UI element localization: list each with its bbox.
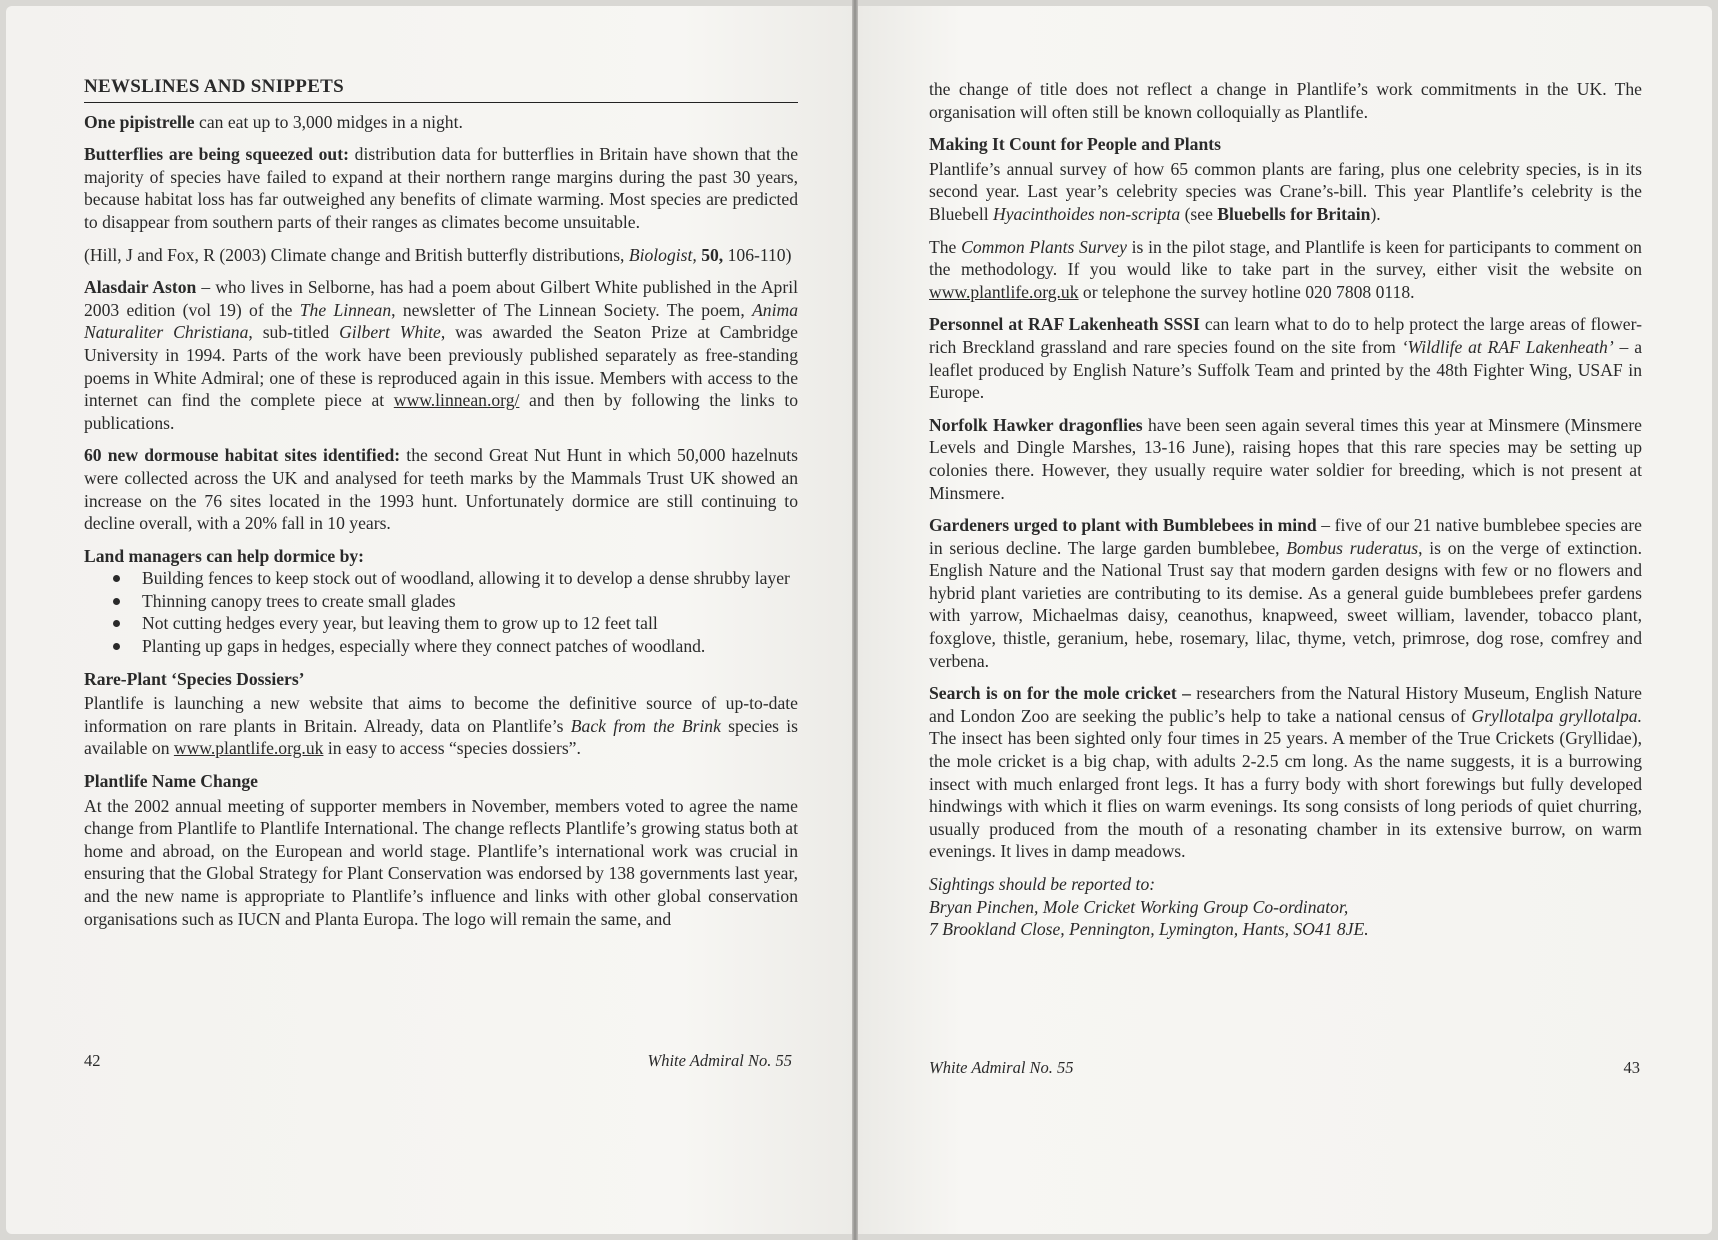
name-change-continuation: the change of title does not reflect a change in Plantlife’s work commitments in the UK. The organisation will often still be known colloquially as Plantlife.	[929, 79, 1642, 122]
linnean-link[interactable]: www.linnean.org/	[393, 390, 520, 411]
page-footer: White Admiral No. 55	[929, 1058, 1074, 1077]
list-item: Building fences to keep stock out of woodland, allowing it to develop a dense shrubby layer	[84, 567, 798, 590]
name-change-body: At the 2002 annual meeting of supporter members in November, members voted to agree the name change from Plantlife to Plantlife International. The change reflects Plantlife’s growing status both at home and abroad, on the European and world stage. Plantlife’s international work was crucial in ensuring that the Global Strategy for Plant Conservation was endorsed by 138 governments last year, and the new name is appropriate to Plantlife’s influence and links with other global conservation organisations such as IUCN and Planta Europa. The logo will remain the same, and	[84, 795, 798, 929]
page-footer: White Admiral No. 55	[647, 1051, 792, 1070]
list-item: Planting up gaps in hedges, especially where they connect patches of woodland.	[84, 635, 798, 658]
left-column	[84, 76, 798, 940]
butterflies-item: Butterflies are being squeezed out: distribution data for butterflies in Britain have shown that the majority of species have failed to expand at their northern range margins during the past 30 years, because habitat loss has far outweighed any benefits of climate warming. Most species are predicted to disappear from southern parts of their ranges as climates become unsuitable.	[84, 144, 799, 232]
section-heading: NEWSLINES AND SNIPPETS	[84, 76, 798, 103]
plantlife-survey-link[interactable]: www.plantlife.org.uk	[929, 281, 1079, 302]
aston-item: Alasdair Aston – who lives in Selborne, has had a poem about Gilbert White published in the April 2003 edition (vol 19) of the The Linnean, newsletter of The Linnean Society. The poem, Anima Naturaliter Christiana, sub-titled Gilbert White, was awarded the Seaton Prize at Cambridge University in 1994. Parts of the work have been previously published separately as free-standing poems in White Admiral; one of these is reproduced again in this issue. Members with access to the internet can find the complete piece at www.linnean.org/ and then by following the links to publications.	[84, 277, 798, 433]
gardeners-item: Gardeners urged to plant with Bumblebees in mind – five of our 21 native bumblebee species are in serious decline. The large garden bumblebee, Bombus ruderatus, is on the verge of extinction. English Nature and the National Trust say that modern garden designs with few or no flowers and hybrid plant varieties are contributing to its demise. As a general guide bumblebees prefer gardens with yarrow, Michaelmas daisy, ceanothus, knapweed, sweet william, lavender, tobacco plant, foxglove, thistle, geranium, hebe, rosemary, lilac, thyme, vetch, primrose, dog rose, comfrey and verbena.	[929, 515, 1642, 671]
survey-body: The Common Plants Survey is in the pilot stage, and Plantlife is keen for participants to comment on the methodology. If you would like to take part in the survey, either visit the website on www.plantlife.org.uk or telephone the survey hotline 020 7808 0118.	[929, 236, 1642, 302]
right-column	[929, 78, 1642, 941]
left-page	[6, 6, 852, 1234]
list-item: Not cutting hedges every year, but leaving them to grow up to 12 feet tall	[84, 612, 798, 635]
land-managers-list	[84, 567, 798, 657]
mole-cricket-item: Search is on for the mole cricket – researchers from the Natural History Museum, English Nature and London Zoo are seeking the public’s help to take a national census of Gryllotalpa gryllotalpa. The insect has been sighted only four times in 25 years. A member of the True Crickets (Gryllidae), the mole cricket is a big chap, with adults 2-2.5 cm long. As the name suggests, it is a burrowing insect with much enlarged front legs. It has a furry body with short forewings but fully developed hindwings with which it flies on warm evenings. Its song consists of long periods of quiet churring, usually produced from the mouth of a resonating chamber in its extensive burrow, on warm evenings. It lives in damp meadows.	[929, 683, 1642, 862]
list-item: Thinning canopy trees to create small glades	[84, 590, 798, 613]
name-change-title: Plantlife Name Change	[84, 771, 258, 792]
sightings-line: Sightings should be reported to:	[929, 874, 1156, 894]
dormouse-item: 60 new dormouse habitat sites identified: the second Great Nut Hunt in which 50,000 hazelnuts were collected across the UK and analysed for teeth marks by the Mammals Trust UK showed an increase on the 76 sites located in the 1993 hunt. Unfortunately dormice are still continuing to decline overall, with a 20% fall in 10 years.	[84, 445, 798, 534]
hawker-item: Norfolk Hawker dragonflies have been seen again several times this year at Minsmere (Minsmere Levels and Dingle Marshes, 13-16 June), raising hopes that this rare species may be setting up colonies there. However, they usually require water soldier for breeding, which is not present at Minsmere.	[929, 414, 1642, 503]
butterflies-citation: (Hill, J and Fox, R (2003) Climate change and British butterfly distributions, Biologist, 50, 106-110)	[84, 244, 792, 265]
dossiers-title: Rare-Plant ‘Species Dossiers’	[84, 668, 305, 689]
page-number: 42	[84, 1051, 101, 1070]
pipistrelle-item: One pipistrelle can eat up to 3,000 midges in a night.	[84, 111, 463, 132]
land-managers-title: Land managers can help dormice by:	[84, 545, 365, 566]
lakenheath-item: Personnel at RAF Lakenheath SSSI can learn what to do to help protect the large areas of flower-rich Breckland grassland and rare species found on the site from ‘Wildlife at RAF Lakenheath’ – a leaflet produced by English Nature’s Suffolk Team and printed by the 48th Fighter Wing, USAF in Europe.	[929, 314, 1642, 403]
page-number: 43	[1623, 1058, 1640, 1077]
sightings-line: Bryan Pinchen, Mole Cricket Working Group Co-ordinator,	[929, 896, 1349, 917]
plantlife-link[interactable]: www.plantlife.org.uk	[173, 738, 324, 759]
sightings-line: 7 Brookland Close, Pennington, Lymington, Hants, SO41 8JE.	[929, 919, 1369, 940]
right-page	[858, 6, 1712, 1234]
making-it-count-title: Making It Count for People and Plants	[929, 134, 1221, 155]
dossiers-body: Plantlife is launching a new website that aims to become the definitive source of up-to-date information on rare plants in Britain. Already, data on Plantlife’s Back from the Brink species is available on www.plantlife.org.uk in easy to access “species dossiers”.	[84, 693, 798, 759]
making-it-count-body: Plantlife’s annual survey of how 65 common plants are faring, plus one celebrity species, is in its second year. Last year’s celebrity species was Crane’s-bill. This year Plantlife’s celebrity is the Bluebell Hyacinthoides non-scripta (see Bluebells for Britain).	[929, 158, 1642, 224]
